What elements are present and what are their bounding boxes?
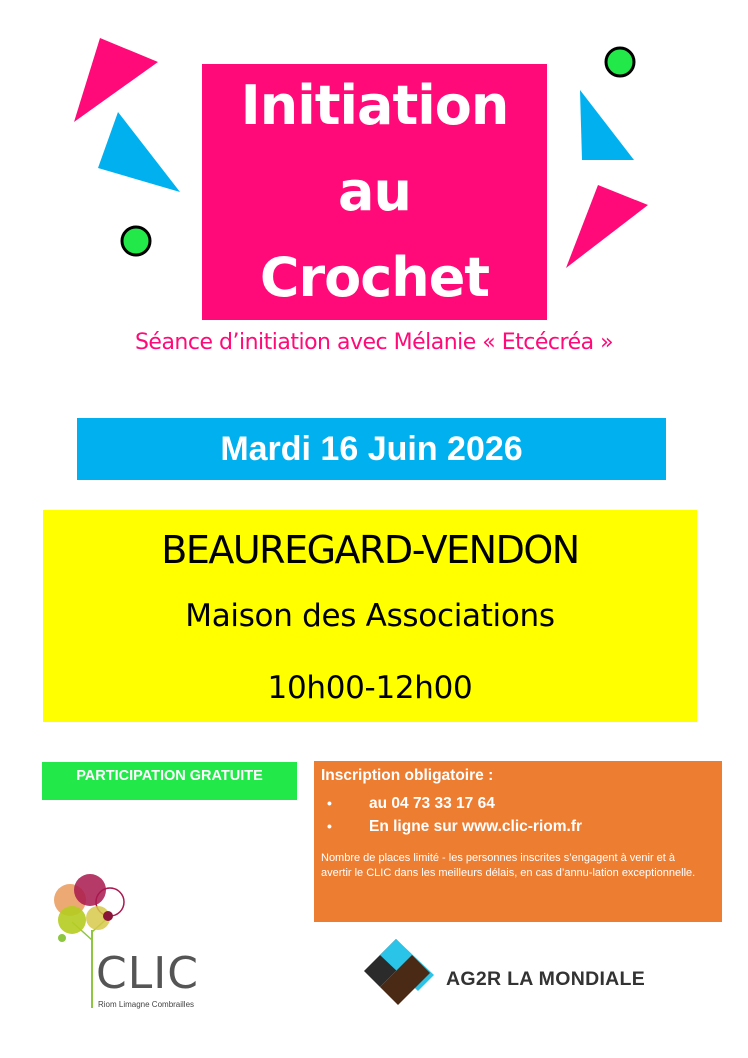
registration-online: [321, 818, 716, 841]
venue-place: Maison des Associations: [185, 598, 555, 634]
registration-phone: [321, 795, 716, 818]
registration-phone-text: au 04 73 33 17 64: [369, 795, 495, 812]
blue-triangle-left: [98, 112, 180, 192]
registration-online-text[interactable]: En ligne sur www.clic-riom.fr: [369, 818, 583, 835]
venue-town: BEAUREGARD-VENDON: [161, 528, 579, 572]
venue-box: [43, 510, 697, 722]
clic-logo-text: CLIC: [96, 948, 199, 999]
title-line-2: au: [338, 160, 411, 223]
title-box: [202, 64, 547, 320]
participation-label: PARTICIPATION GRATUITE: [76, 768, 263, 784]
registration-box: [314, 761, 722, 922]
bullet-icon: •: [327, 795, 332, 811]
venue-hours: 10h00-12h00: [267, 670, 473, 706]
date-banner: [77, 418, 666, 480]
registration-list: [321, 795, 716, 841]
title-line-1: Initiation: [240, 74, 509, 137]
blue-triangle-right: [580, 90, 634, 160]
subtitle: Séance d’initiation avec Mélanie « Etcécréa »: [134, 330, 614, 355]
pink-triangle-right: [566, 185, 648, 268]
registration-note: Nombre de places limité - les personnes inscrites s’engagent à venir et à avertir le CLIC dans les meilleurs délais, en cas d’annu-lation exceptionnelle.: [321, 852, 696, 879]
green-dot-right: [606, 48, 634, 76]
clic-logo-tagline: Riom Limagne Combrailles: [98, 1000, 195, 1009]
pink-triangle-top-left: [74, 38, 158, 122]
bullet-icon: •: [327, 818, 332, 834]
green-dot-left: [122, 227, 150, 255]
participation-badge: [42, 762, 297, 800]
title-line-3: Crochet: [259, 246, 490, 309]
registration-heading: Inscription obligatoire :: [321, 767, 494, 784]
ag2r-logo-text: AG2R LA MONDIALE: [446, 968, 646, 990]
ag2r-logo-icon: [360, 935, 440, 1017]
event-date: Mardi 16 Juin 2026: [220, 429, 523, 468]
